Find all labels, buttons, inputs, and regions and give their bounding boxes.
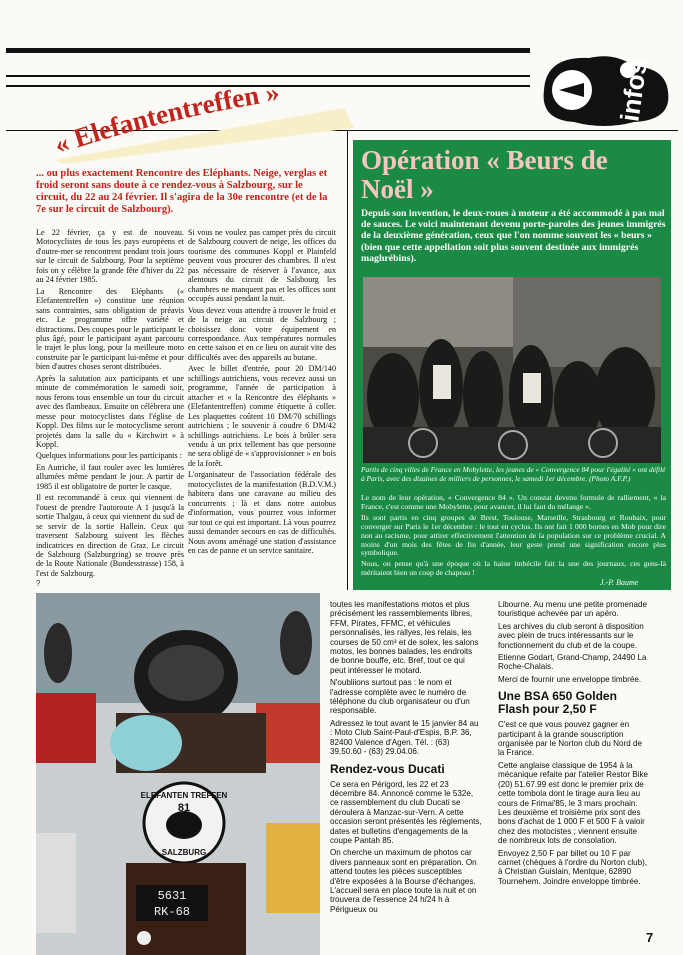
signature: J.-P. Baume (600, 578, 639, 587)
bsa-heading: Une BSA 650 Golden Flash pour 2,50 F (498, 689, 617, 717)
photo-marker: ? (36, 579, 41, 588)
paragraph: Vous devez vous attendre à trouver le froid et de la neige au circuit de Salzbourg ; choisissez donc votre équipement en correspondance. Aux températures normales en cette saison et en ce lieu on aurait vite des difficultés avec des appareils au butane. (188, 305, 336, 362)
paragraph: Nous, on pense qu'à une époque où la haine imbécile fait la une des journaux, ces gens-là méritaient bien un coup de chapeau ! (361, 559, 666, 578)
infos-logo (534, 50, 674, 128)
elefantentreffen-banner (44, 68, 364, 164)
paragraph: Le nom de leur opération, « Convergence 84 ». Un constat devenu formule de ralliement, « la France, c'est comme une Mobylette, pour avancer, il lui faut du mélange ». (361, 493, 666, 511)
article-lead: ... ou plus exactement Rencontre des Eléphants. Neige, verglas et froid seront sans doute à ce rendez-vous à Salzbourg, sur le circuit, du 22 au 24 février. Il s'agira de la 30e rencontre (et de la 7e sur le circuit de Salzbourg). (36, 168, 328, 215)
logo-text: infos (614, 57, 653, 124)
operation-title: Opération « Beurs de Noël » (361, 145, 608, 204)
paragraph: Quelques informations pour les participants : (36, 451, 182, 461)
svg-text:ELEFANTEN TREFFEN: ELEFANTEN TREFFEN (140, 791, 228, 800)
paragraph: N'oubliions surtout pas : le nom et l'adresse complète avec le numéro de téléphone du club organisateur ou d'un responsable. (330, 678, 470, 716)
operation-body (361, 494, 666, 578)
svg-text:5631: 5631 (157, 889, 187, 903)
paragraph: Merci de fournir une enveloppe timbrée. (498, 674, 642, 684)
paragraph: Il est recommandé à ceux qui viennent de l'ouest de prendre l'autoroute A 1 jusqu'à la sortie Thalgau, à ceux qui viennent du sud de se servir de la sortie Hallein. Ceux qui traversent Salzbourg suivent les flèches indicatrices en direction de Graz. Le circuit de Salzbourg (Salzburgring) se trouve près de la Route Nationale (Bundesstrasse) 158, à l'est de Salzbourg. (36, 493, 184, 578)
paragraph: La Rencontre des Eléphants (« Elefantentreffen ») constitue une réunion sans contraintes, sans obligation de préavis etc. Le programme offre variété et distractions. Des coupes pour le participant le plus âgé, pour le participant ayant parcouru le trajet le plus long, pour la meilleure moto construite par le participant lui-même et pour bien d'autres choses seront distribuées. (36, 286, 184, 372)
article-column-2 (188, 228, 336, 557)
info-column-4 (498, 600, 648, 889)
elephant-rally-photo (36, 593, 320, 955)
photo-caption: Partis de cinq villes de France en Mobylette, les jeunes de « Convergence 84 pour l'égalité » ont défilé à Paris, avec des dizaines de milliers de personnes, le samedi 1er décembre. (Photo A.F.P.) (361, 465, 666, 483)
svg-text:SALZBURG: SALZBURG (161, 848, 207, 857)
operation-lead: Depuis son invention, le deux-roues à moteur a été accommodé à pas mal de sauces. Le voici maintenant devenu porte-paroles des jeunes immigrés de la deuxième génération, ceux que l'on nomme souvent les « beurs » (bien que cette appellation soit plus souvent destinée aux immigrés maghrébins). (361, 208, 666, 264)
ducati-heading: Rendez-vous Ducati (330, 761, 445, 776)
paragraph: Envoyez 2,50 F par billet ou 10 F par carnet (chèques à l'ordre du Norton club), à Christian Guislain, Mentque, 62890 Tournehem. Joindre enveloppe timbrée. (498, 848, 648, 886)
top-rule (6, 48, 530, 53)
banner-title: « Elefantentreffen » (50, 76, 282, 160)
paragraph: Libourne. Au menu une petite promenade touristique achevée par un apéro. (498, 600, 647, 619)
convergence-photo (363, 277, 661, 463)
paragraph: En Autriche, il faut rouler avec les lumières allumées même pendant le jour. A partir de 1985 il est obligatoire de porter le casque. (36, 462, 184, 491)
svg-text:81: 81 (177, 802, 191, 814)
paragraph: Le 22 février, ça y est de nouveau. Motocyclistes de tous les pays européens et d'outre-mer se rencontrent pendant trois jours sur le circuit de Salzbourg. Pour la septième fois on y célèbre la grande fête d'hiver du 22 au 24 février 1985. (36, 228, 184, 285)
paragraph: Cette anglaise classique de 1954 à la mécanique refaite par l'atelier Restor Bike (20) 51.67.99 est donc le premier prix de cette tombola dont le tirage aura lieu au cours de Frimai'85, le 3 mars prochain. Les deuxième et troisième prix sont des bons d'achat de 1 000 F et 500 F à valoir chez des motocistes ; viennent ensuite de nombreux lots de consolation. (498, 760, 649, 846)
paragraph: Etienne Godart, Grand-Champ, 24490 La Roche-Chalais. (498, 653, 647, 672)
paragraph: Si vous ne voulez pas camper près du circuit de Salzbourg couvert de neige, les offices du tourisme des communes Koppl et Plainfeld peuvent vous procurer des chambres. Il n'est pas nécessaire de réserver à l'avance, aux alentours du circuit de Salsbourg les chambres ne manquent pas et les offices sont occupés aussi pendant la nuit. (188, 228, 336, 304)
paragraph: Ce sera en Périgord, les 22 et 23 décembre 84. Annoncé comme le 532e, ce rassemblement du club Ducati se déroulera à Manzac-sur-Vern. A cette occasion seront présentés les règlements, dates et bulletins d'engagements de la coupe Pantah 85. (330, 779, 482, 845)
paragraph: Avec le billet d'entrée, pour 20 DM/140 schillings autrichiens, vous recevez aussi un programme, l'année de participation à attacher et « la Rencontre des éléphants » (Elefantentreffen) comme étiquette à coller. Les plaquettes coûtent 10 DM/70 schillings autrichiens ; le souvenir à coudre 6 DM/42 schillings autrichiens. Le bois à brûler sera vendu à un prix tellement bas que personne ne sera obligé de « s'approvisionner » en bois de la forêt. (188, 364, 336, 468)
info-column-3 (330, 600, 482, 917)
paragraph: On cherche un maximum de photos car divers panneaux sont en préparation. On attend toutes les pièces susceptibles d'être exposées à la Bourse d'échanges. L'accueil sera en place toute la nuit et on trouvera de l'essence 24 h/24 h à Périgueux ou (330, 848, 477, 914)
column-divider (347, 130, 348, 590)
paragraph: C'est ce que vous pouvez gagner en participant à la grande souscription organisée par le Norton club du Nord de la France. (498, 720, 642, 758)
article-column-1 (36, 228, 184, 580)
paragraph: toutes les manifestations motos et plus précisément les rassemblements libres, FFM, Pirates, FFMC, et véhicules personnalisés, les rallyes, les relais, les courses de 50 cm³ et de solex, les salons motos, les bonnes balades, les endroits de bonne bouffe, etc. Bref, tout ce qui peut intéresser le motard. (330, 600, 479, 675)
paragraph: Les archives du club seront à disposition avec plein de trucs intéressants sur le fonctionnement du club et de la coupe. (498, 621, 644, 650)
paragraph: Après la salutation aux participants et une minute de commémoration le samedi soir, nous ferons tous ensemble un tour du circuit avec des flambeaux. Ensuite on célèbrera une messe pour motocyclistes dans l'église de Koppl. Des films sur le motocyclisme seront projetés dans la salle du « Kirchwirt » à Koppl. (36, 373, 184, 449)
paragraph: Adressez le tout avant le 15 janvier 84 au : Moto Club Saint-Paul-d'Espis, B.P. 36, 82400 Valence d'Agen. Tél. : (63) 39.50.60 - (63) 29.04.06. (330, 718, 479, 757)
paragraph: Ils sont partis en cinq groupes de Brest, Toulouse, Marseille, Strasbourg et Roubaix, pour converger sur Paris le 1er décembre : le tout en cyclos. Ils ont fait 1 000 bornes en Mob pour dire non au racisme, pour attirer effectivement l'attention de la population sur ce problème crucial. A moins d'un mois des fêtes de fin d'année, leur geste prend une signification encore plus symbolique. (361, 512, 666, 558)
page-number: 7 (646, 930, 654, 945)
svg-text:RK-68: RK-68 (153, 905, 191, 919)
paragraph: L'organisateur de l'association fédérale des motocyclistes de la manifestation (B.D.V.M.) habitera dans une caravane au milieu des concurrents ; là et dans notre autobus d'information, vous pourrez vous informer sur tout ce qui est important. Là vous pourrez aussi demander secours en cas de difficultés. Nous avons aménagé une station d'assistance en cas de panne et un service sanitaire. (188, 470, 336, 555)
